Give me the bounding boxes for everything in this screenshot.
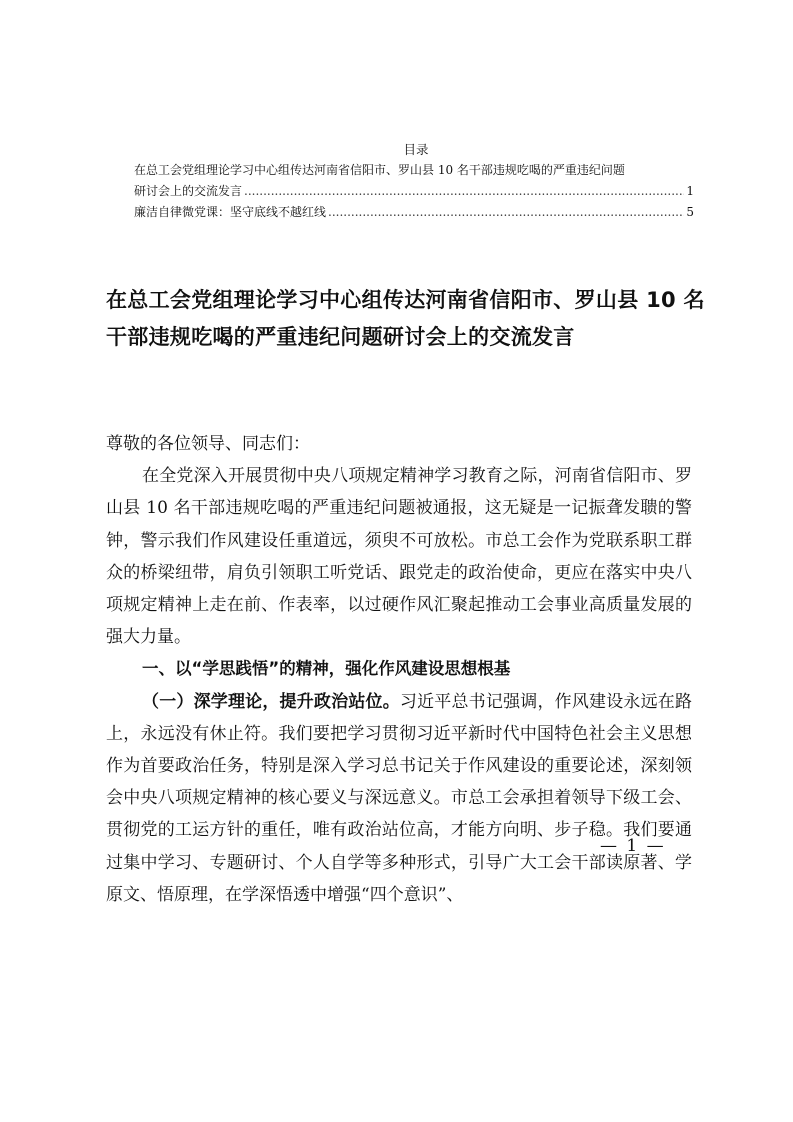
page-number: — 1 — [600, 836, 666, 856]
toc-entry-2-text: 廉洁自律微党课：坚守底线不越红线 [134, 205, 327, 219]
section-heading-1: 一、以“学思践悟”的精神，强化作风建设思想根基 [142, 659, 511, 679]
table-of-contents [134, 140, 694, 223]
toc-entry-1-line2[interactable] [134, 181, 694, 202]
toc-entry-2[interactable] [134, 202, 694, 223]
intro-paragraph: 在全党深入开展贯彻中央八项规定精神学习教育之际，河南省信阳市、罗山县 10 名干部违规吃喝的严重违纪问题被通报，这无疑是一记振聋发聩的警钟，警示我们作风建设任重道远，须臾不可放松。市总工会作为党联系职工群众的桥梁纽带，肩负引领职工听党话、跟党走的政治使命，更应在落实中央八项规定精神上走在前、作表率，以过硬作风汇聚起推动工会事业高质量发展的强大力量。 [106, 466, 692, 648]
toc-entry-1-text-line2: 研讨会上的交流发言 [134, 184, 243, 198]
salutation: 尊敬的各位领导、同志们： [106, 434, 310, 454]
subsection-heading-1: （一）深学理论，提升政治站位。 [142, 691, 400, 712]
toc-title: 目录 [403, 142, 429, 157]
toc-leader-dots [328, 202, 684, 223]
toc-entry-1-line1[interactable] [134, 160, 694, 181]
toc-entry-1-page: 1 [686, 184, 694, 198]
subsection-text-1: 习近平总书记强调，作风建设永远在路上，永远没有休止符。我们要把学习贯彻习近平新时代中国特色社会主义思想作为首要政治任务，特别是深入学习总书记关于作风建设的重要论述，深刻领会中央八项规定精神的核心要义与深远意义。市总工会承担着领导下级工会、贯彻党的工运方针的重任，唯有政治站位高，才能方向明、步子稳。我们要通过集中学习、专题研讨、个人自学等多种形式，引导广大工会干部读原著、学原文、悟原理，在学深悟透中增强“四个意识”、 [106, 691, 693, 905]
toc-entry-2-page: 5 [686, 205, 694, 219]
toc-leader-dots [244, 181, 684, 202]
toc-entry-1-text-line1: 在总工会党组理论学习中心组传达河南省信阳市、罗山县 10 名干部违规吃喝的严重违纪问题 [134, 163, 625, 177]
subsection-paragraph-1 [106, 686, 692, 911]
document-title: 在总工会党组理论学习中心组传达河南省信阳市、罗山县 10 名干部违规吃喝的严重违纪问题研讨会上的交流发言 [106, 288, 705, 349]
